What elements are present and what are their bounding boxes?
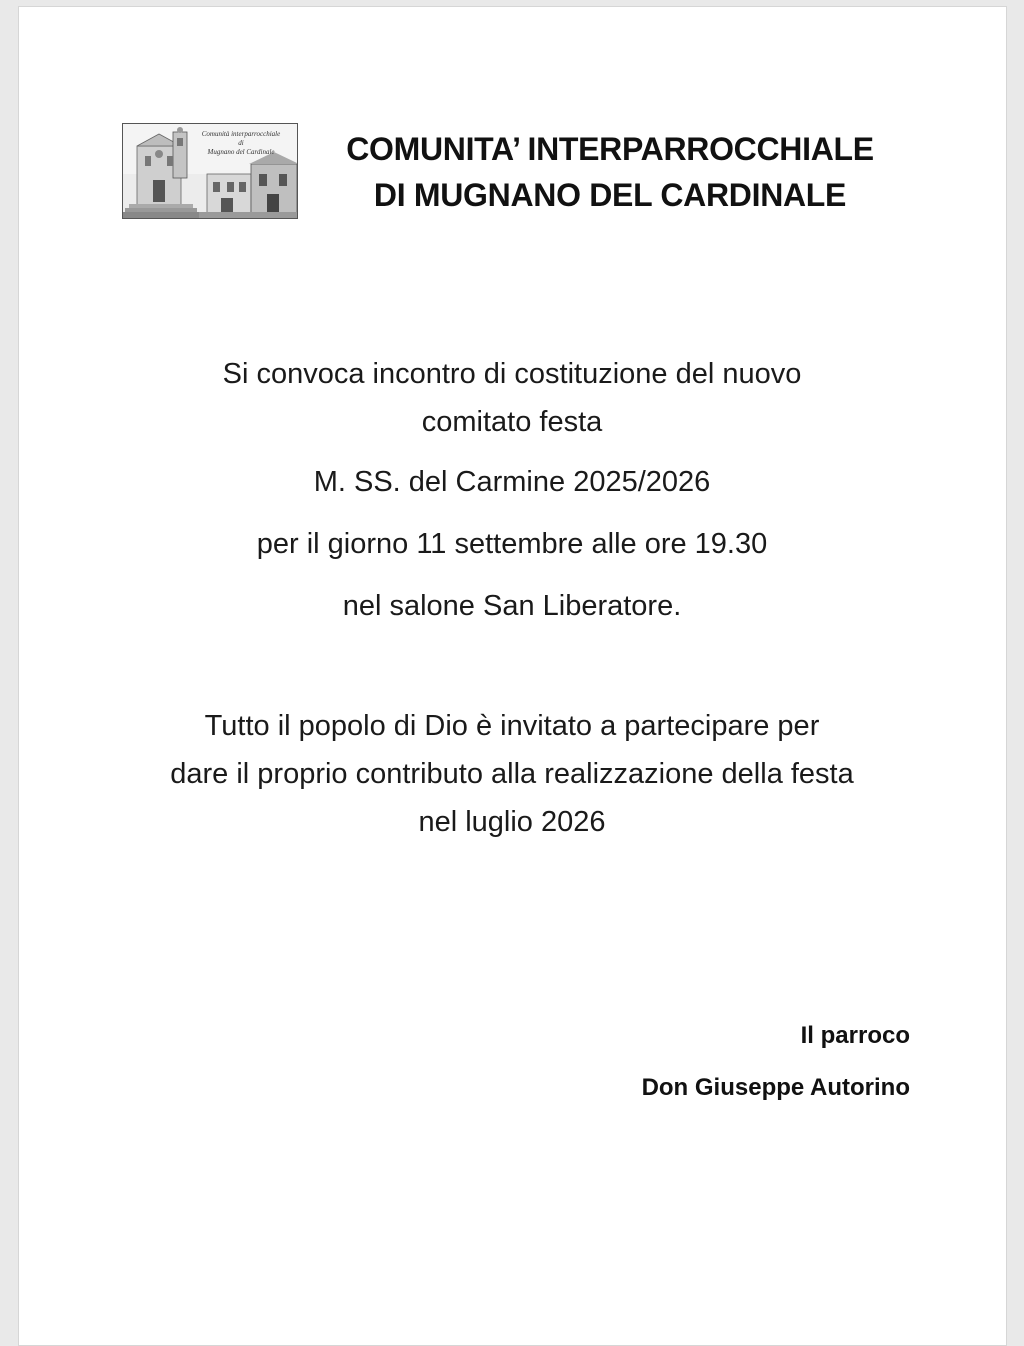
date-line: per il giorno 11 settembre alle ore 19.30 xyxy=(256,528,768,560)
page-title xyxy=(300,126,920,218)
event-place xyxy=(0,582,1024,630)
logo-caption-line3: Mugnano del Cardinale xyxy=(207,148,275,156)
place-line: nel salone San Liberatore. xyxy=(342,590,682,622)
convocation-line-2: comitato festa xyxy=(421,406,603,438)
convocation-line-1: Si convoca incontro di costituzione del nuovo xyxy=(222,358,802,390)
invitation-line-1: Tutto il popolo di Dio è invitato a partecipare per xyxy=(204,710,820,742)
parish-logo xyxy=(122,123,298,219)
signature-role: Il parroco xyxy=(800,1022,910,1049)
title-line-2: DI MUGNANO DEL CARDINALE xyxy=(373,177,847,213)
event-name xyxy=(0,458,1024,506)
event-date xyxy=(0,520,1024,568)
signature-block xyxy=(642,1018,910,1106)
signature-name: Don Giuseppe Autorino xyxy=(641,1074,910,1101)
title-line-1: COMUNITA’ INTERPARROCCHIALE xyxy=(346,131,874,167)
logo-caption xyxy=(189,130,293,157)
logo-caption-line1: Comunità interparrocchiale xyxy=(201,130,281,138)
event-line: M. SS. del Carmine 2025/2026 xyxy=(313,466,711,498)
logo-caption-line2: di xyxy=(238,139,244,147)
invitation-line-3: nel luglio 2026 xyxy=(418,806,606,838)
invitation-line-2: dare il proprio contributo alla realizzazione della festa xyxy=(170,758,854,790)
invitation-paragraph xyxy=(0,702,1024,846)
convocation-paragraph xyxy=(0,350,1024,446)
